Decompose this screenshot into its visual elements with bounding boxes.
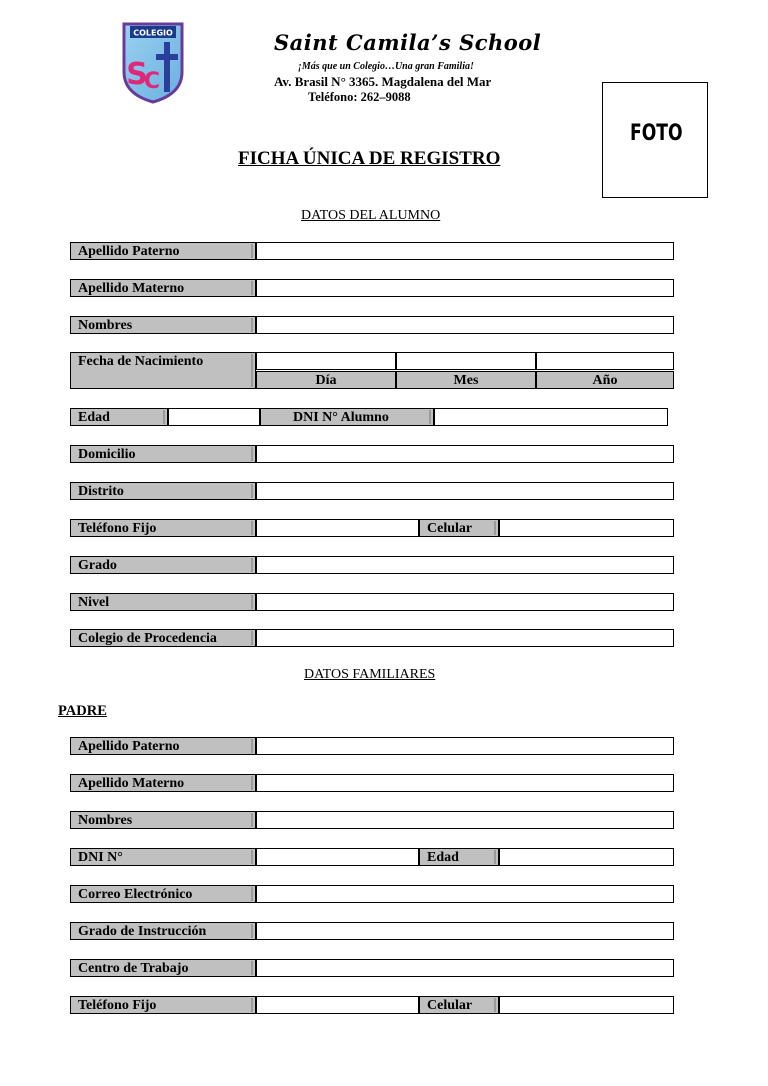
field-label: DNI N° xyxy=(70,848,256,866)
padre-edad-input[interactable] xyxy=(499,848,674,866)
field-label: Centro de Trabajo xyxy=(70,959,256,977)
padre-apellido-materno-input[interactable] xyxy=(256,774,674,792)
school-motto: ¡Más que un Colegio…Una gran Familia! xyxy=(298,61,474,72)
school-name: Saint Camila’s School xyxy=(274,30,542,55)
field-label: Nivel xyxy=(70,593,256,611)
field-label: Apellido Paterno xyxy=(70,737,256,755)
form-title: FICHA ÚNICA DE REGISTRO xyxy=(238,148,501,169)
month-caption: Mes xyxy=(396,371,536,389)
student-section-title: DATOS DEL ALUMNO xyxy=(301,208,441,223)
student-telefono-input[interactable] xyxy=(256,519,419,537)
padre-centro-trabajo-input[interactable] xyxy=(256,959,674,977)
field-label: Grado de Instrucción xyxy=(70,922,256,940)
padre-apellido-paterno-input[interactable] xyxy=(256,737,674,755)
field-label: Domicilio xyxy=(70,445,256,463)
school-address: Av. Brasil N° 3365. Magdalena del Mar xyxy=(274,74,492,89)
padre-correo-input[interactable] xyxy=(256,885,674,903)
year-caption: Año xyxy=(536,371,674,389)
school-logo xyxy=(120,22,186,104)
birth-day-input[interactable] xyxy=(256,352,396,370)
student-apellido-materno-row xyxy=(70,279,674,297)
student-celular-input[interactable] xyxy=(499,519,674,537)
student-apellido-materno-input[interactable] xyxy=(256,279,674,297)
student-apellido-paterno-row xyxy=(70,242,674,260)
field-label: Edad xyxy=(70,408,168,426)
student-edad-input[interactable] xyxy=(168,408,260,426)
padre-telefono-input[interactable] xyxy=(256,996,419,1014)
student-fecha-nacimiento-row xyxy=(70,352,674,389)
field-label: Edad xyxy=(419,848,499,866)
student-apellido-paterno-input[interactable] xyxy=(256,242,674,260)
field-label: DNI N° Alumno xyxy=(260,408,434,426)
student-colegio-row xyxy=(70,629,674,647)
field-label: Nombres xyxy=(70,811,256,829)
padre-celular-input[interactable] xyxy=(499,996,674,1014)
student-distrito-input[interactable] xyxy=(256,482,674,500)
padre-grado-instruccion-row xyxy=(70,922,674,940)
padre-telefono-row xyxy=(70,996,674,1014)
field-label: Celular xyxy=(419,519,499,537)
student-domicilio-input[interactable] xyxy=(256,445,674,463)
student-distrito-row xyxy=(70,482,674,500)
student-grado-row xyxy=(70,556,674,574)
field-label: Nombres xyxy=(70,316,256,334)
photo-label: FOTO xyxy=(630,121,683,146)
student-nivel-input[interactable] xyxy=(256,593,674,611)
student-nombres-input[interactable] xyxy=(256,316,674,334)
field-label: Teléfono Fijo xyxy=(70,996,256,1014)
field-label: Celular xyxy=(419,996,499,1014)
padre-correo-row xyxy=(70,885,674,903)
svg-text:C: C xyxy=(143,69,161,94)
padre-dni-input[interactable] xyxy=(256,848,419,866)
svg-text:S: S xyxy=(126,57,148,92)
field-label: Fecha de Nacimiento xyxy=(70,352,256,389)
padre-dni-edad-row xyxy=(70,848,674,866)
student-nombres-row xyxy=(70,316,674,334)
student-nivel-row xyxy=(70,593,674,611)
student-telefono-row xyxy=(70,519,674,537)
field-label: Distrito xyxy=(70,482,256,500)
padre-centro-trabajo-row xyxy=(70,959,674,977)
field-label: Apellido Paterno xyxy=(70,242,256,260)
school-phone: Teléfono: 262–9088 xyxy=(308,90,411,104)
student-colegio-input[interactable] xyxy=(256,629,674,647)
padre-nombres-row xyxy=(70,811,674,829)
field-label: Correo Electrónico xyxy=(70,885,256,903)
student-dni-input[interactable] xyxy=(434,408,668,426)
birth-year-input[interactable] xyxy=(536,352,674,370)
padre-grado-instruccion-input[interactable] xyxy=(256,922,674,940)
photo-box xyxy=(602,82,708,198)
day-caption: Día xyxy=(256,371,396,389)
field-label: Grado xyxy=(70,556,256,574)
field-label: Teléfono Fijo xyxy=(70,519,256,537)
field-label: Apellido Materno xyxy=(70,279,256,297)
student-grado-input[interactable] xyxy=(256,556,674,574)
field-label: Apellido Materno xyxy=(70,774,256,792)
padre-nombres-input[interactable] xyxy=(256,811,674,829)
padre-apellido-paterno-row xyxy=(70,737,674,755)
field-label: Colegio de Procedencia xyxy=(70,629,256,647)
birth-month-input[interactable] xyxy=(396,352,536,370)
student-domicilio-row xyxy=(70,445,674,463)
padre-apellido-materno-row xyxy=(70,774,674,792)
svg-text:COLEGIO: COLEGIO xyxy=(133,28,173,38)
student-edad-dni-row xyxy=(70,408,668,426)
family-section-title: DATOS FAMILIARES xyxy=(304,667,436,682)
padre-heading: PADRE xyxy=(58,703,107,719)
